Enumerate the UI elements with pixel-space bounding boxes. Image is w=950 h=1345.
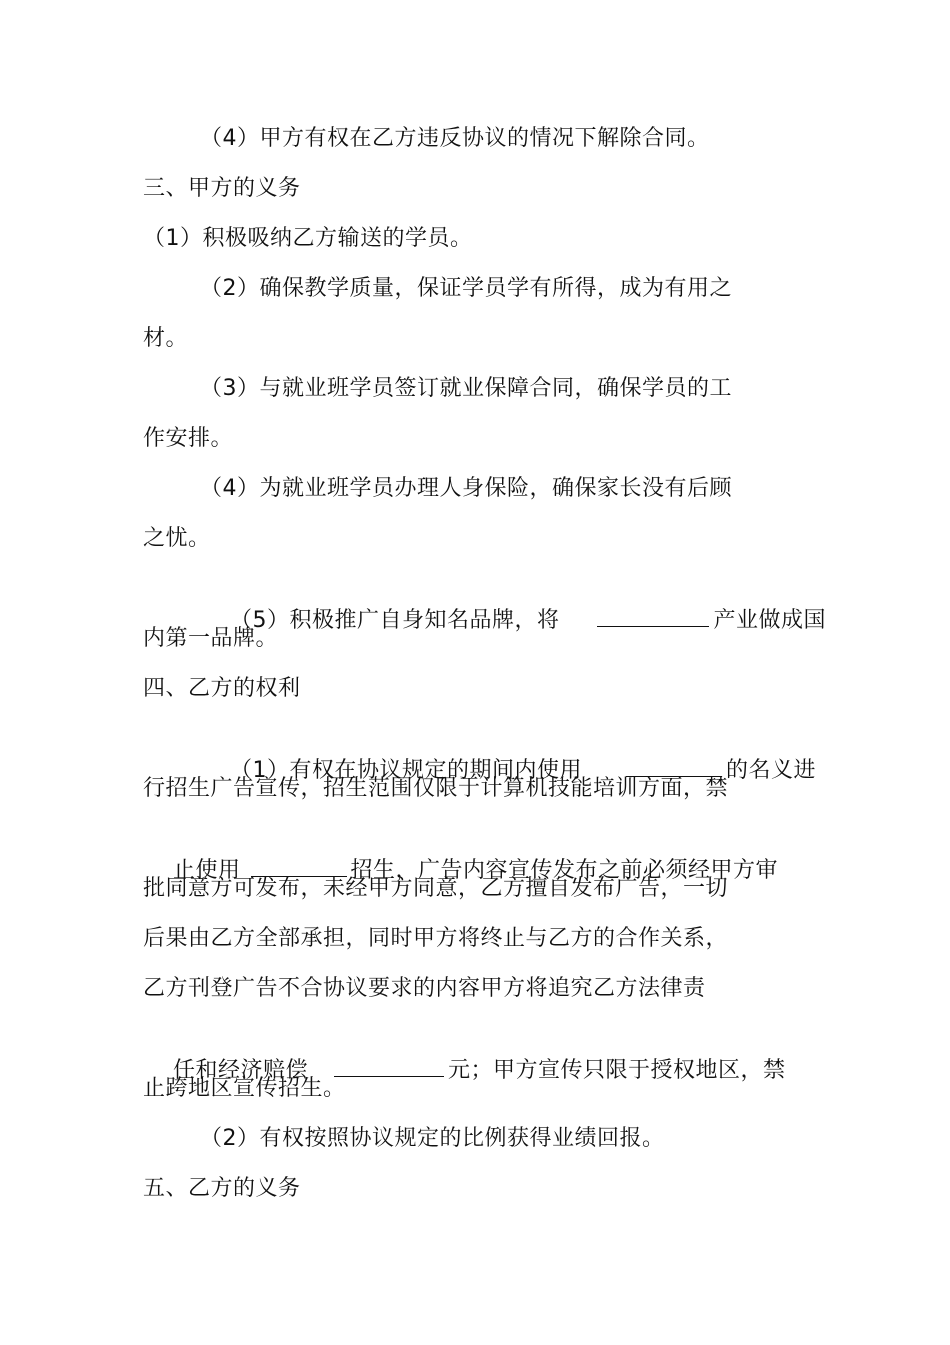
paragraph-line: （3）与就业班学员签订就业保障合同，确保学员的工 <box>200 376 732 401</box>
line-text: 产业做成国 <box>713 608 826 633</box>
paragraph-line: （1）积极吸纳乙方输送的学员。 <box>143 226 473 251</box>
paragraph-line: 批同意方可发布，未经甲方同意，乙方擅自发布广告，一切 <box>143 876 729 901</box>
line-text: 止使用 <box>172 858 241 883</box>
paragraph-line: （4）为就业班学员办理人身保险，确保家长没有后顾 <box>200 476 732 501</box>
line-text: 元；甲方宣传只限于授权地区，禁 <box>448 1058 786 1083</box>
paragraph-line: 行招生广告宣传，招生范围仅限于计算机技能培训方面，禁 <box>143 776 729 801</box>
paragraph-line: （2）确保教学质量，保证学员学有所得，成为有用之 <box>200 276 732 301</box>
section-heading: 四、乙方的权利 <box>143 676 301 701</box>
fill-in-blank <box>334 1054 444 1077</box>
paragraph-line: 作安排。 <box>143 426 234 451</box>
paragraph-line: （2）有权按照协议规定的比例获得业绩回报。 <box>200 1126 665 1151</box>
section-heading: 三、甲方的义务 <box>143 176 301 201</box>
line-text: 任和经济赔偿 <box>172 1058 308 1083</box>
paragraph-line <box>200 574 826 666</box>
paragraph-line: 内第一品牌。 <box>143 626 279 651</box>
fill-in-blank <box>597 604 709 627</box>
line-text: （1）有权在协议规定的期间内使用 <box>229 758 582 783</box>
paragraph-line: 乙方刊登广告不合协议要求的内容甲方将追究乙方法律责 <box>143 976 706 1001</box>
line-text: 招生，广告内容宣传发布之前必须经甲方审 <box>350 858 779 883</box>
paragraph-line: 后果由乙方全部承担，同时甲方将终止与乙方的合作关系， <box>143 926 729 951</box>
paragraph-line: 材。 <box>143 326 189 351</box>
line-text: 的名义进 <box>725 758 816 783</box>
paragraph-line: 止跨地区宣传招生。 <box>143 1076 346 1101</box>
paragraph-line: （4）甲方有权在乙方违反协议的情况下解除合同。 <box>200 126 710 151</box>
paragraph-line: 之忧。 <box>143 526 211 551</box>
line-text: （5）积极推广自身知名品牌，将 <box>229 608 560 633</box>
section-heading: 五、乙方的义务 <box>143 1176 301 1201</box>
